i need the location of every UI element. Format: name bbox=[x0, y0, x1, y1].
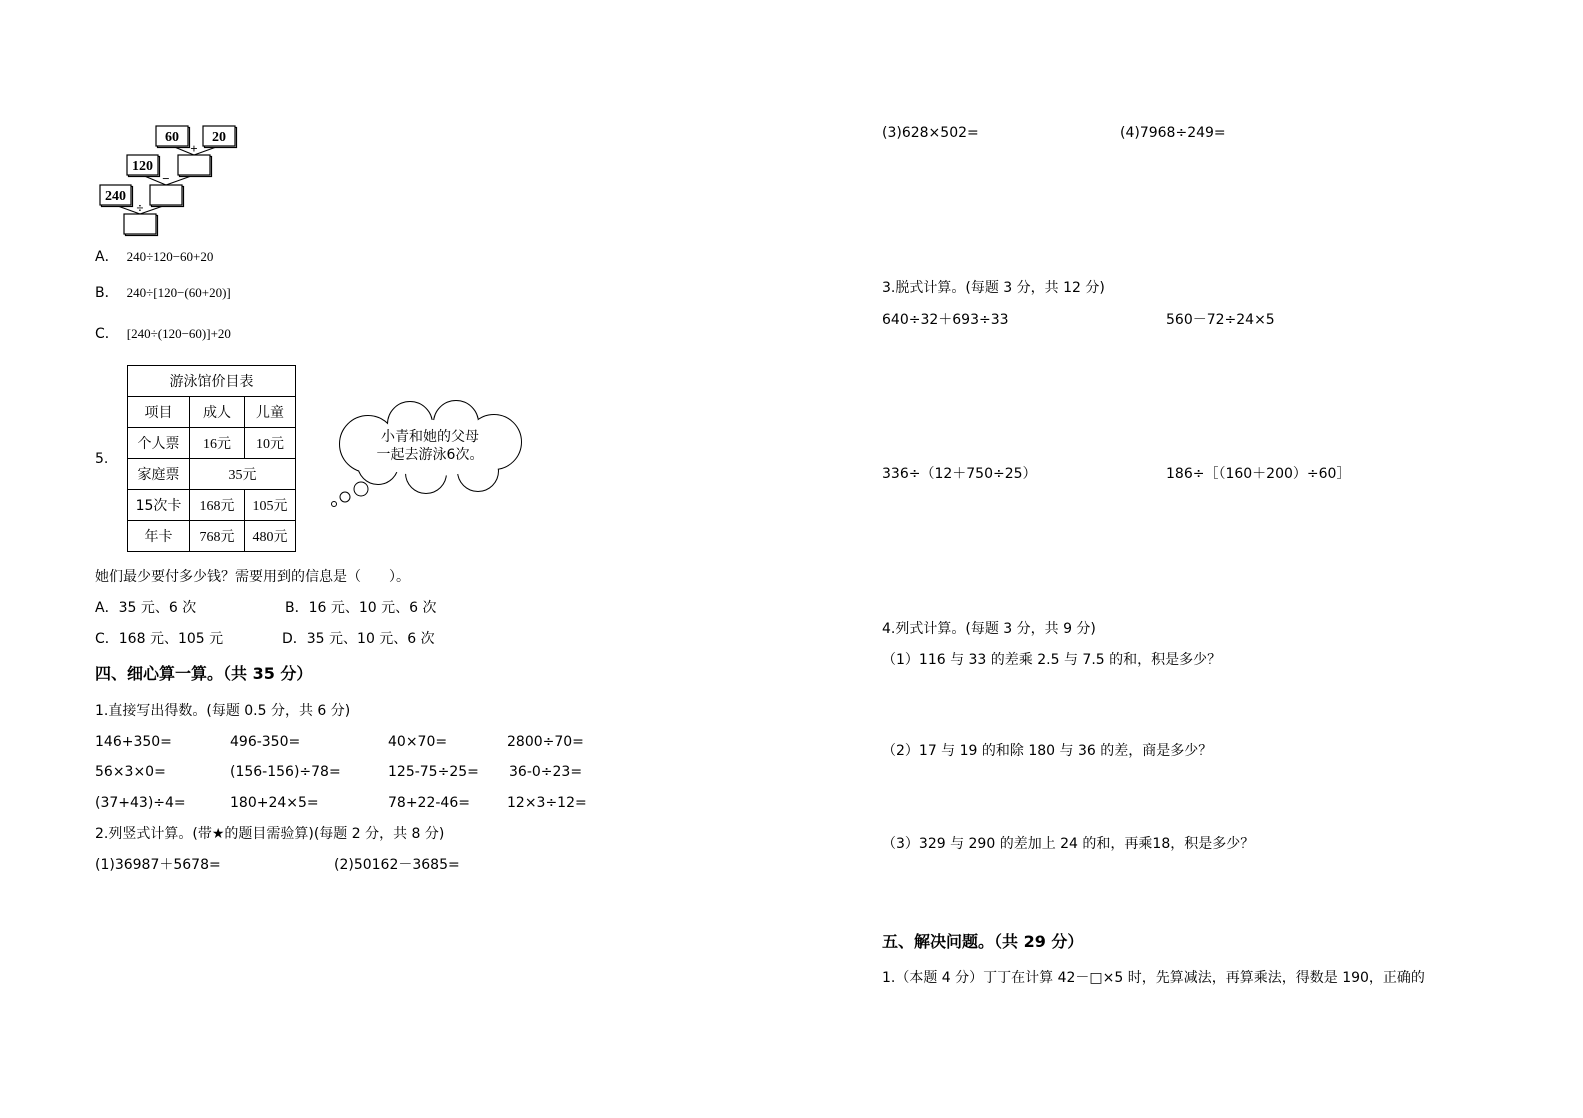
word-calc-item: （2）17 与 19 的和除 180 与 36 的差，商是多少？ bbox=[882, 743, 1213, 759]
table-row bbox=[128, 428, 296, 459]
calc-item: 78+22-46= bbox=[388, 795, 470, 811]
table-cell: 10元 bbox=[245, 428, 296, 459]
vertical-calc-item: (4)7968÷249= bbox=[1120, 125, 1226, 141]
subquestion-title: 3.脱式计算。(每题 3 分，共 12 分) bbox=[882, 280, 1105, 296]
table-header-cell: 成人 bbox=[190, 397, 245, 428]
option-b bbox=[95, 283, 231, 303]
diagram-number: 60 bbox=[165, 130, 179, 145]
table-cell: 105元 bbox=[245, 490, 296, 521]
option-label: A． bbox=[95, 249, 119, 265]
vertical-calc-item: (1)36987＋5678= bbox=[95, 857, 221, 873]
vertical-calc-item: (2)50162－3685= bbox=[334, 857, 460, 873]
bubble-line: 小青和她的父母 bbox=[381, 429, 479, 445]
subquestion-title: 1.直接写出得数。(每题 0.5 分，共 6 分) bbox=[95, 703, 351, 719]
diagram-number: 240 bbox=[105, 189, 126, 204]
option-c bbox=[95, 324, 231, 344]
table-cell: 480元 bbox=[245, 521, 296, 552]
minus-operator: − bbox=[162, 171, 170, 186]
stepwise-calc-item: 640÷32＋693÷33 bbox=[882, 312, 1009, 328]
table-header-row bbox=[128, 397, 296, 428]
table-row bbox=[128, 521, 296, 552]
expression-tree-diagram bbox=[0, 0, 250, 240]
empty-result-box bbox=[178, 155, 210, 175]
table-cell: 768元 bbox=[190, 521, 245, 552]
section-heading: 四、细心算一算。（共 35 分） bbox=[95, 664, 313, 683]
choice-d: D．35 元、10 元、6 次 bbox=[282, 631, 435, 647]
table-row bbox=[128, 459, 296, 490]
plus-operator: + bbox=[190, 141, 198, 156]
divide-operator: ÷ bbox=[136, 200, 144, 215]
table-title: 游泳馆价目表 bbox=[128, 366, 296, 397]
thought-dot bbox=[340, 492, 350, 502]
choice-c: C．168 元、105 元 bbox=[95, 631, 224, 647]
diagram-number: 120 bbox=[132, 159, 153, 174]
option-a bbox=[95, 247, 213, 267]
question-text: 她们最少要付多少钱？需要用到的信息是（ ）。 bbox=[95, 569, 410, 585]
empty-result-box bbox=[150, 185, 182, 205]
price-table bbox=[127, 365, 296, 552]
thought-dot bbox=[354, 482, 368, 496]
option-label: C． bbox=[95, 326, 119, 342]
table-cell: 15次卡 bbox=[128, 490, 190, 521]
calc-item: 2800÷70= bbox=[507, 734, 584, 750]
table-header-cell: 项目 bbox=[128, 397, 190, 428]
subquestion-title: 2.列竖式计算。(带★的题目需验算)(每题 2 分，共 8 分) bbox=[95, 826, 445, 842]
calc-item: 12×3÷12= bbox=[507, 795, 587, 811]
choice-a: A．35 元、6 次 bbox=[95, 600, 197, 616]
stepwise-calc-item: 336÷（12＋750÷25） bbox=[882, 466, 1037, 482]
calc-item: 56×3×0= bbox=[95, 764, 166, 780]
problem-text: 1.（本题 4 分）丁丁在计算 42－□×5 时，先算减法，再算乘法，得数是 190，正确的 bbox=[882, 970, 1425, 986]
calc-item: 40×70= bbox=[388, 734, 448, 750]
empty-final-box bbox=[124, 214, 156, 234]
bubble-line: 一起去游泳6次。 bbox=[376, 447, 484, 463]
calc-item: (37+43)÷4= bbox=[95, 795, 186, 811]
word-calc-item: （1）116 与 33 的差乘 2.5 与 7.5 的和，积是多少？ bbox=[882, 652, 1222, 668]
question-number: 5. bbox=[95, 451, 109, 467]
diagram-number: 20 bbox=[212, 130, 226, 145]
calc-item: 125-75÷25= bbox=[388, 764, 479, 780]
option-expression: 240÷[120−(60+20)] bbox=[126, 285, 231, 300]
section-heading: 五、解决问题。（共 29 分） bbox=[882, 932, 1084, 951]
stepwise-calc-item: 560－72÷24×5 bbox=[1166, 312, 1275, 328]
option-label: B． bbox=[95, 285, 119, 301]
stepwise-calc-item: 186÷［（160＋200）÷60］ bbox=[1166, 466, 1351, 482]
calc-item: (156-156)÷78= bbox=[230, 764, 341, 780]
calc-item: 146+350= bbox=[95, 734, 172, 750]
option-expression: [240÷(120−60)]+20 bbox=[126, 326, 231, 341]
subquestion-title: 4.列式计算。(每题 3 分，共 9 分) bbox=[882, 621, 1096, 637]
table-cell: 168元 bbox=[190, 490, 245, 521]
table-cell: 16元 bbox=[190, 428, 245, 459]
word-calc-item: （3）329 与 290 的差加上 24 的和，再乘18，积是多少？ bbox=[882, 836, 1255, 852]
table-header-cell: 儿童 bbox=[245, 397, 296, 428]
calc-item: 180+24×5= bbox=[230, 795, 319, 811]
vertical-calc-item: (3)628×502= bbox=[882, 125, 979, 141]
table-cell: 个人票 bbox=[128, 428, 190, 459]
option-expression: 240÷120−60+20 bbox=[126, 249, 214, 264]
thought-bubble-text bbox=[350, 428, 510, 464]
thought-dot bbox=[332, 502, 337, 507]
table-cell: 家庭票 bbox=[128, 459, 190, 490]
choice-b: B．16 元、10 元、6 次 bbox=[285, 600, 437, 616]
table-cell: 年卡 bbox=[128, 521, 190, 552]
calc-item: 496-350= bbox=[230, 734, 301, 750]
calc-item: 36-0÷23= bbox=[509, 764, 583, 780]
table-row bbox=[128, 490, 296, 521]
table-cell: 35元 bbox=[190, 459, 296, 490]
